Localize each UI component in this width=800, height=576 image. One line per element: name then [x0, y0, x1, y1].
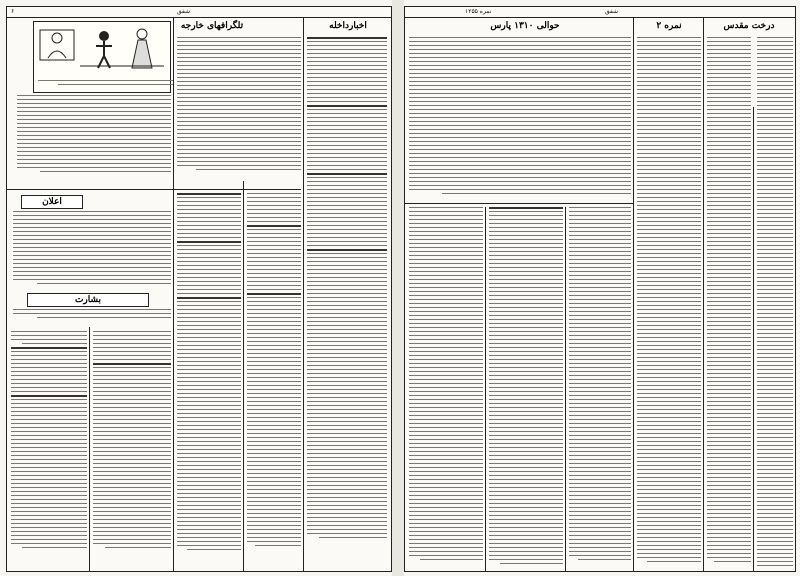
left-column-c: [177, 193, 241, 567]
foreign-telegrams-article: [177, 37, 301, 183]
right-column-4: [637, 37, 701, 567]
foreign-telegrams-headline: تلگرافهای خارجه: [180, 21, 244, 31]
left-column-b: [93, 331, 171, 567]
right-column-1: [409, 207, 483, 567]
main-article: [409, 37, 631, 197]
masthead: شفق: [605, 8, 619, 15]
column-a-headline: نمره ۲: [656, 21, 682, 31]
left-column-d: [247, 193, 301, 567]
right-column-2: [489, 207, 563, 567]
cartoon-illustration: [33, 21, 171, 93]
main-headline: حوالی ۱۳۱۰ پارس: [490, 21, 560, 31]
left-page-header: [7, 7, 391, 18]
cartoon-figures-icon: [34, 22, 170, 76]
announcement-article: [13, 309, 171, 325]
column-b-headline: درخت مقدس: [723, 21, 775, 31]
notice-headline: اعلان: [21, 195, 83, 209]
right-column-3: [569, 207, 631, 567]
domestic-news-headline: اخبارداخله: [329, 21, 367, 31]
page-number: ۶: [11, 8, 15, 15]
right-page-header: [405, 7, 795, 18]
right-page: [404, 6, 796, 572]
right-column-6: [757, 37, 793, 567]
left-top-article: [17, 95, 171, 179]
issue-number: نمره ۱۲۵۵: [465, 8, 492, 15]
right-column-5: [707, 37, 751, 567]
left-page: [6, 6, 392, 572]
page-gutter: [392, 0, 404, 576]
notice-article: [13, 211, 171, 291]
domestic-news-article: [307, 37, 387, 567]
masthead: شفق: [177, 8, 191, 15]
announcement-headline: بشارت: [27, 293, 149, 307]
left-column-a: [11, 331, 87, 567]
